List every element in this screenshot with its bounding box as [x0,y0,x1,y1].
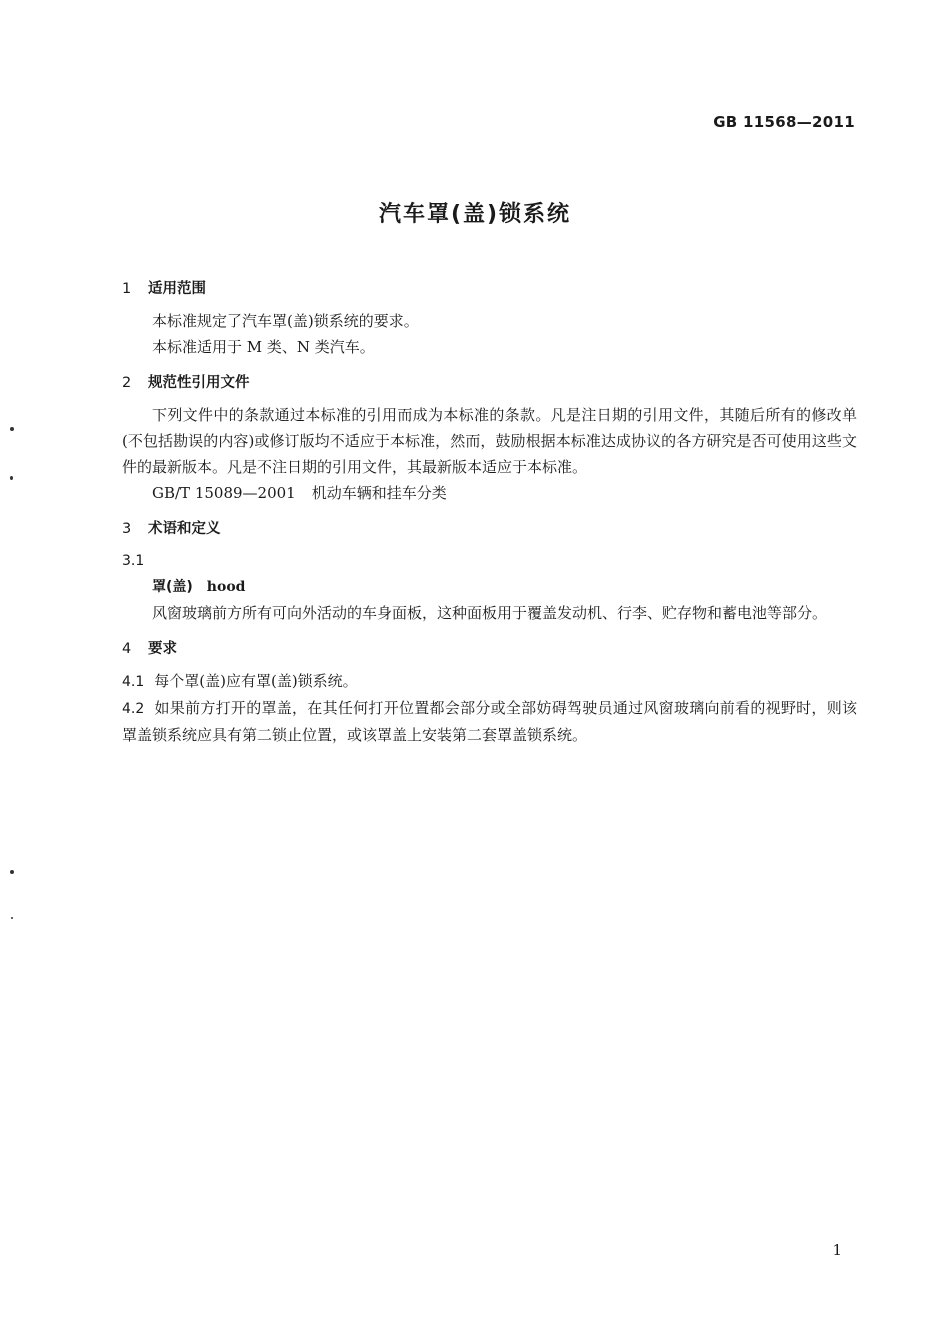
requirement-number: 4.1 [122,674,145,690]
page-number: 1 [832,1241,842,1259]
section-title: 规范性引用文件 [148,375,250,391]
requirement-number: 4.2 [122,701,145,717]
section-title: 术语和定义 [148,521,221,537]
reference-title: 机动车辆和挂车分类 [311,484,447,502]
document-title: 汽车罩(盖)锁系统 [378,202,572,227]
term-definition: 风窗玻璃前方所有可向外活动的车身面板，这种面板用于覆盖发动机、行李、贮存物和蓄电池等部分。 [152,604,828,622]
section-title: 要求 [148,641,177,657]
section-1-paragraph-1: 本标准规定了汽车罩(盖)锁系统的要求。 [152,312,419,330]
section-3-heading [122,516,857,542]
scan-speck [11,917,13,919]
section-1-heading [122,276,857,302]
scan-speck [10,870,14,874]
section-4-heading [122,636,857,662]
document-body [122,276,857,748]
term-chinese: 罩(盖) [152,579,193,595]
standard-code: GB 11568—2011 [713,113,855,131]
requirement-4-1 [122,668,857,695]
requirement-text: 如果前方打开的罩盖，在其任何打开位置都会部分或全部妨碍驾驶员通过风窗玻璃向前看的视野时，则该罩盖锁系统应具有第二锁止位置，或该罩盖上安装第二套罩盖锁系统。 [122,699,857,744]
requirement-4-2 [122,695,857,748]
clause-number: 3.1 [122,553,145,569]
section-number: 4 [122,641,132,657]
section-number: 2 [122,375,132,391]
section-2-heading [122,370,857,396]
normative-reference [122,480,857,506]
section-number: 1 [122,281,132,297]
term-entry [122,574,857,600]
section-title: 适用范围 [148,281,206,297]
section-1-paragraph-2: 本标准适用于 M 类、N 类汽车。 [152,338,375,356]
term-english: hood [206,579,246,595]
reference-code: GB/T 15089—2001 [152,484,296,502]
requirement-text: 每个罩(盖)应有罩(盖)锁系统。 [154,672,358,690]
scan-speck [10,476,13,480]
section-2-paragraph: 下列文件中的条款通过本标准的引用而成为本标准的条款。凡是注日期的引用文件，其随后所有的修改单(不包括勘误的内容)或修订版均不适应于本标准，然而，鼓励根据本标准达成协议的各方研究是否可使用这些文件的最新版本。凡是不注日期的引用文件，其最新版本适应于本标准。 [122,406,857,476]
section-number: 3 [122,521,132,537]
scan-speck [10,427,14,431]
